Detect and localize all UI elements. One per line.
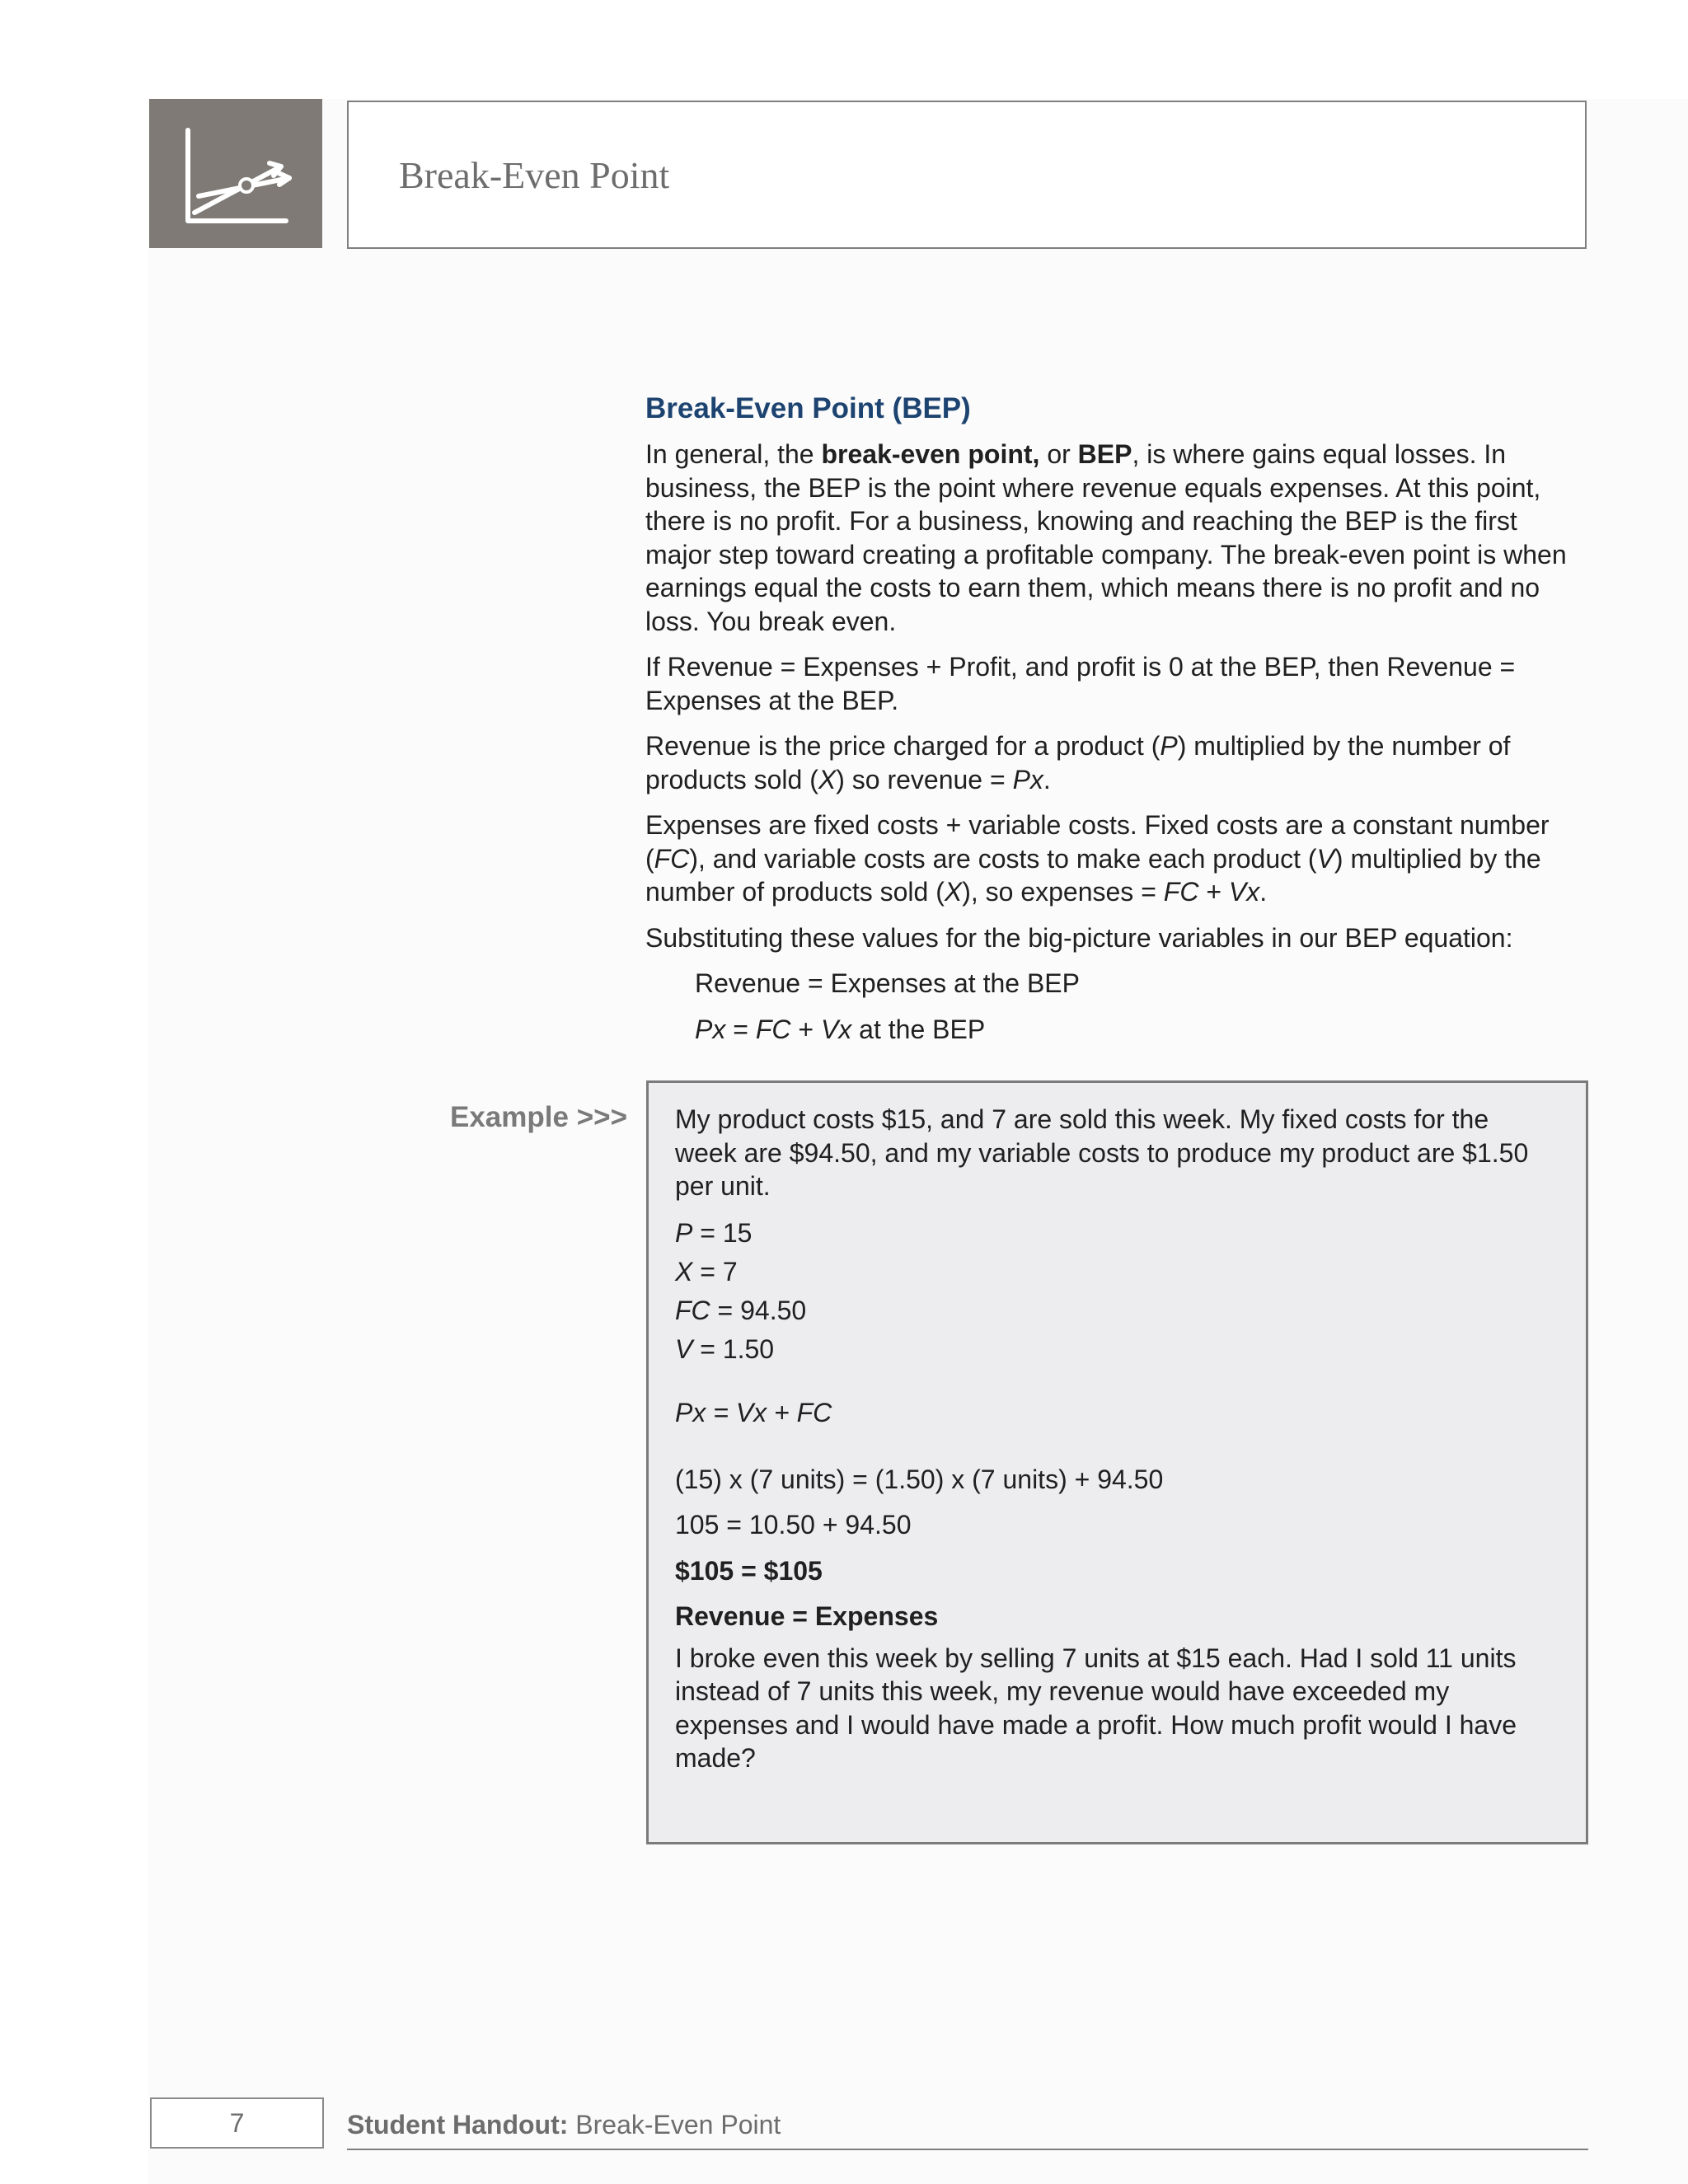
var-vx: Vx [1228, 877, 1260, 907]
text-span: or [1039, 439, 1078, 470]
equation-line [695, 1013, 1589, 1047]
example-intro: My product costs $15, and 7 are sold this week. My fixed costs for the week are $94.50, and my variable costs to produce my product are $1.50 per unit. [675, 1104, 1529, 1201]
var-fc: FC [1163, 877, 1199, 907]
text-span: ), so expenses = [962, 877, 1164, 907]
var-name: FC [675, 1295, 710, 1325]
text-span: = [725, 1014, 756, 1044]
example-label: Example >>> [450, 1101, 628, 1133]
text-span: In general, the [645, 439, 822, 470]
var-value: = 15 [692, 1217, 753, 1248]
page-number-box [150, 2097, 324, 2149]
text-span: . [1043, 764, 1051, 794]
formula: Px = Vx + FC [675, 1397, 832, 1427]
example-conclusion: I broke even this week by selling 7 units at $15 each. Had I sold 11 units instead of 7 units this week, my revenue would have exceeded my expenses and I would have made a profit. How much profit would I have made? [675, 1643, 1517, 1773]
text-span: . [1259, 877, 1268, 907]
revenue-paragraph [645, 729, 1589, 796]
var-value: = 94.50 [710, 1295, 807, 1325]
equation-line: Revenue = Expenses at the BEP [695, 968, 1080, 999]
var-name: V [675, 1333, 693, 1364]
var-fc: FC [755, 1014, 791, 1044]
result-line: $105 = $105 [675, 1555, 823, 1586]
variable-line [675, 1330, 1549, 1369]
text-span: at the BEP [851, 1014, 986, 1044]
var-x: X [818, 764, 837, 794]
text-span: ), and variable costs are costs to make each product ( [689, 843, 1317, 874]
result-line: Revenue = Expenses [675, 1601, 939, 1631]
var-px: Px [1012, 764, 1043, 794]
var-value: = 1.50 [692, 1333, 775, 1364]
var-fc: FC [654, 843, 690, 874]
var-p: P [1160, 731, 1178, 762]
text-span: Revenue is the price charged for a product ( [645, 731, 1160, 762]
footer-label-rest: Break-Even Point [568, 2110, 781, 2139]
variable-line [675, 1214, 1549, 1253]
spacer [675, 1369, 1549, 1394]
var-name: X [675, 1256, 693, 1286]
var-x: X [944, 877, 963, 907]
substitution-paragraph: Substituting these values for the big-picture variables in our BEP equation: [645, 922, 1513, 953]
var-px: Px [695, 1014, 726, 1044]
bep-definition-paragraph [645, 438, 1589, 638]
revenue-expenses-paragraph: If Revenue = Expenses + Profit, and profit is 0 at the BEP, then Revenue = Expenses at the BEP. [645, 652, 1516, 715]
var-v: V [1316, 843, 1334, 874]
text-span: ) so revenue = [836, 764, 1013, 794]
formula-line [675, 1394, 1549, 1432]
var-value: = 7 [692, 1256, 738, 1286]
var-name: P [675, 1217, 693, 1248]
term-bep: BEP [1077, 439, 1132, 470]
section-heading: Break-Even Point (BEP) [645, 392, 971, 424]
example-box [646, 1080, 1588, 1844]
page-title: Break-Even Point [399, 154, 670, 196]
variable-line [675, 1253, 1549, 1291]
term-break-even-point: break-even point, [821, 439, 1040, 470]
var-vx: Vx [820, 1014, 852, 1044]
text-span: Expenses are fixed costs + variable costs. Fixed costs are a constant number ( [645, 810, 1550, 874]
text-span: + [1198, 877, 1229, 907]
calculation-line: (15) x (7 units) = (1.50) x (7 units) + 94.50 [675, 1464, 1164, 1494]
main-content [645, 389, 1589, 1058]
logo [149, 99, 322, 248]
variable-line [675, 1291, 1549, 1330]
text-span: , is where gains equal losses. In business, the BEP is the point where revenue equals expenses. At this point, there is no profit. For a business, knowing and reaching the BEP is the first major step toward creating a profitable company. The break-even point is when earnings equal the costs to earn them, which means there is no profit and no loss. You break even. [645, 439, 1567, 636]
spacer [675, 1432, 1549, 1457]
page-number: 7 [229, 2108, 245, 2138]
text-span: ) multiplied by the number of products sold ( [645, 843, 1541, 907]
calculation-line: 105 = 10.50 + 94.50 [675, 1510, 912, 1540]
text-span: ) multiplied by the number of products sold ( [645, 731, 1511, 794]
example-content [675, 1103, 1549, 1786]
title-box [347, 101, 1587, 249]
break-even-chart-icon [149, 99, 322, 248]
footer-divider [347, 2149, 1588, 2150]
footer-label [347, 2110, 781, 2140]
footer-label-bold: Student Handout: [347, 2110, 569, 2139]
expenses-paragraph [645, 808, 1589, 909]
text-span: + [790, 1014, 821, 1044]
